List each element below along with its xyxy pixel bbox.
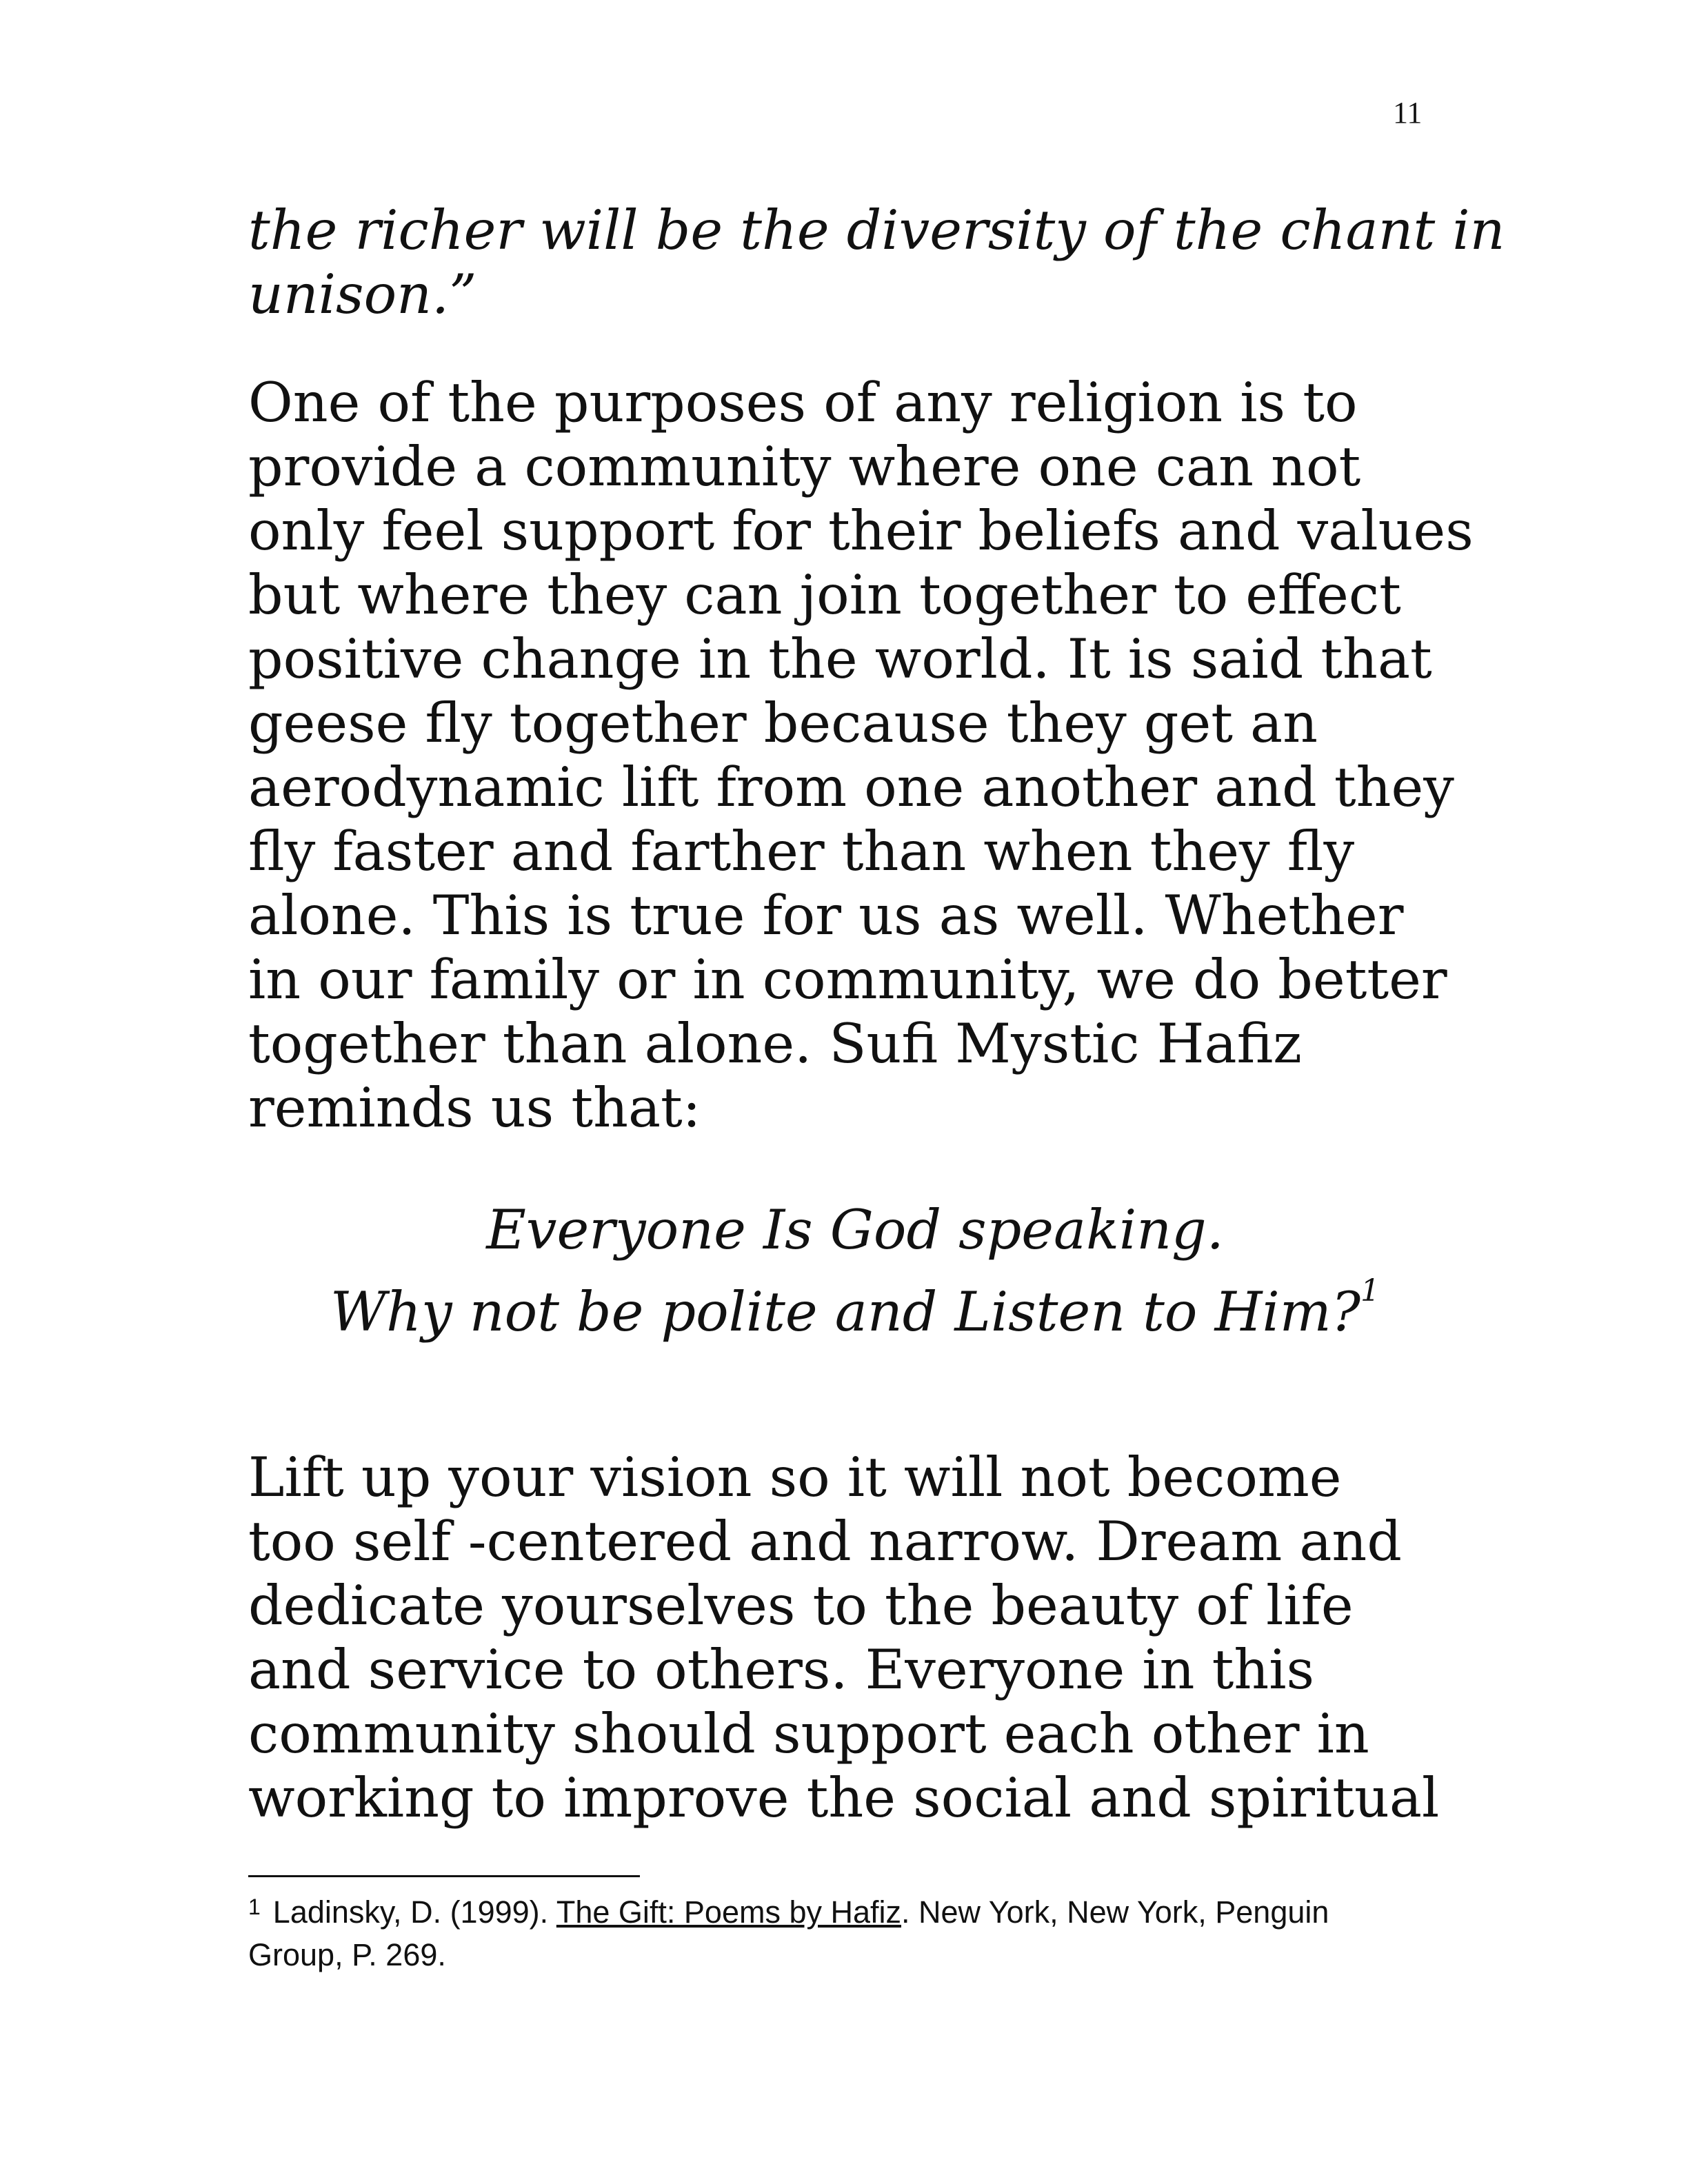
paragraph-line: too self -centered and narrow. Dream and (248, 1510, 1402, 1573)
paragraph-line: but where they can join together to effect (248, 563, 1401, 627)
paragraph-line: reminds us that: (248, 1076, 701, 1140)
footnote (248, 1892, 1462, 1975)
footnote-author: Ladinsky, D. (1999). (272, 1894, 556, 1930)
paragraph-line: in our family or in community, we do better (248, 948, 1447, 1011)
paragraph-line: positive change in the world. It is said that (248, 627, 1432, 691)
quote-continuation (248, 199, 1505, 327)
paragraph-line: and service to others. Everyone in this (248, 1638, 1315, 1701)
verse-line-2-text: Why not be polite and Listen to Him? (330, 1280, 1361, 1344)
footnote-marker: 1 (248, 1894, 261, 1919)
paragraph-line: aerodynamic lift from one another and they (248, 756, 1454, 819)
paragraph-line: community should support each other in (248, 1702, 1369, 1766)
paragraph-line: alone. This is true for us as well. Whether (248, 884, 1404, 947)
footnote-reference[interactable]: 1 (1360, 1273, 1380, 1308)
paragraph-line: provide a community where one can not (248, 435, 1361, 498)
paragraph-line: geese fly together because they get an (248, 691, 1318, 755)
paragraph-vision (248, 1446, 1462, 1830)
footnote-page-ref: Group, P. 269. (248, 1937, 446, 1972)
page-number: 11 (1393, 96, 1423, 130)
paragraph-line: working to improve the social and spiritual (248, 1766, 1440, 1830)
paragraph-line: only feel support for their beliefs and values (248, 499, 1474, 563)
quote-line: the richer will be the diversity of the chant in (248, 199, 1505, 262)
paragraph-line: Lift up your vision so it will not become (248, 1446, 1342, 1509)
verse-line-2 (248, 1273, 1462, 1344)
paragraph-line: together than alone. Sufi Mystic Hafiz (248, 1012, 1302, 1075)
footnote-separator (248, 1875, 640, 1877)
quote-line: unison.” (248, 263, 477, 326)
footnote-publisher: . New York, New York, Penguin (901, 1894, 1329, 1930)
footnote-book-title: The Gift: Poems by Hafiz (556, 1894, 902, 1930)
verse-line-1: Everyone Is God speaking. (486, 1198, 1224, 1262)
paragraph-line: dedicate yourselves to the beauty of life (248, 1574, 1354, 1637)
paragraph-line: fly faster and farther than when they fly (248, 820, 1355, 883)
paragraph-community (248, 371, 1474, 1140)
paragraph-line: One of the purposes of any religion is to (248, 371, 1358, 434)
